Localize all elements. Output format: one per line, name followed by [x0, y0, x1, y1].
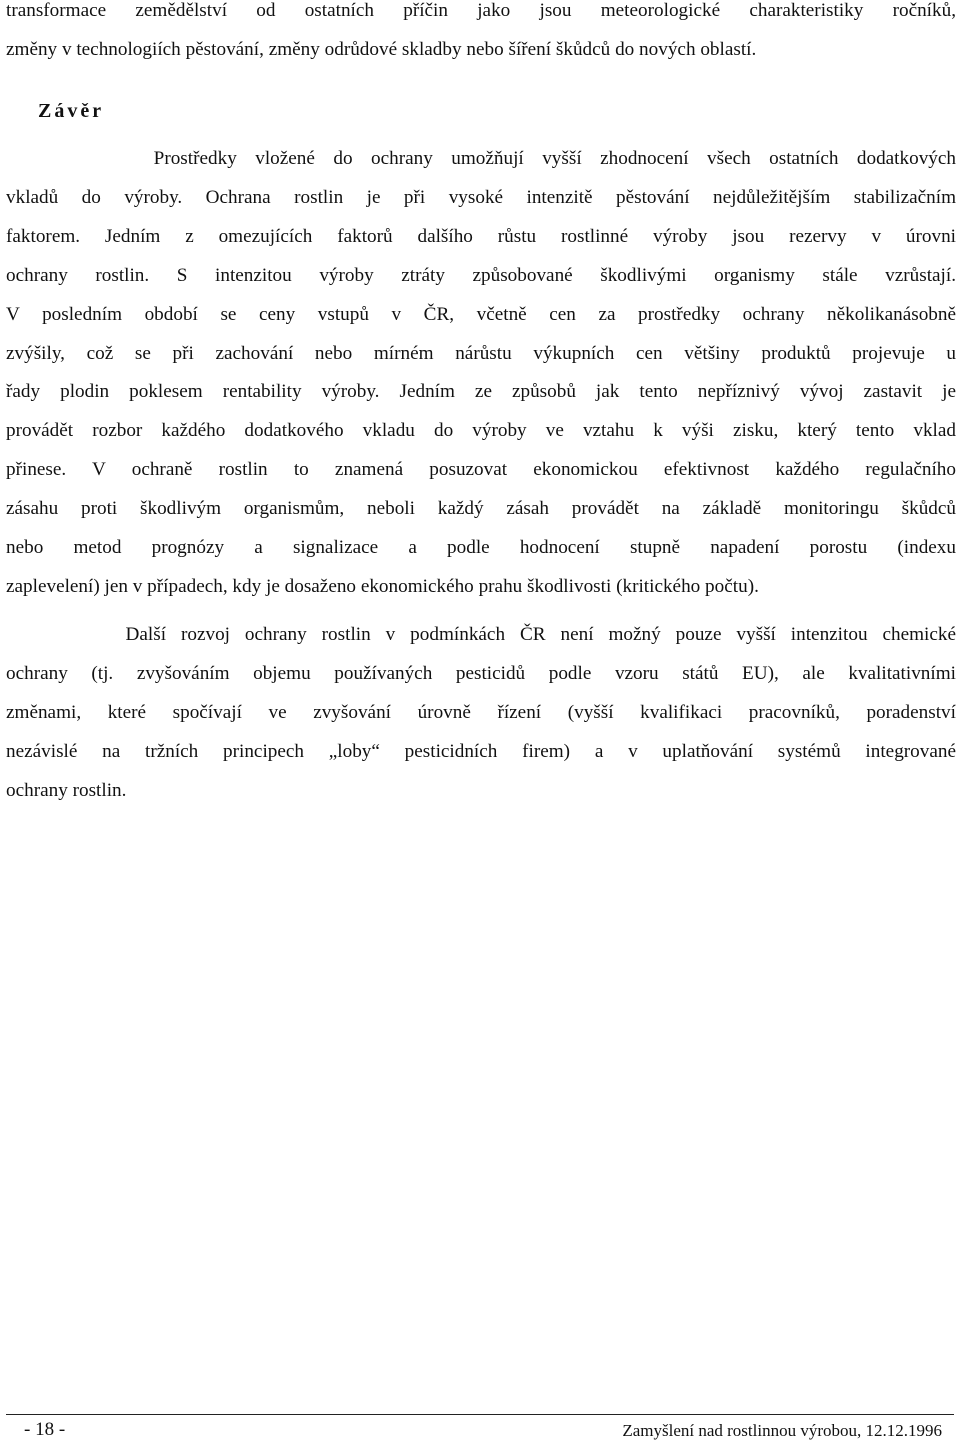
text-line: transformace zemědělství od ostatních příčin jako jsou meteorologické charakteristiky ročníků,: [6, 0, 956, 21]
text-line: přinese. V ochraně rostlin to znamená posuzovat ekonomickou efektivnost každého regulačního: [6, 459, 956, 481]
intro-paragraph: [6, 0, 956, 70]
text-line: ochrany rostlin.: [6, 779, 127, 801]
text-line: zvýšily, což se při zachování nebo mírném nárůstu výkupních cen většiny produktů projevuje u: [6, 342, 956, 364]
text-line: změny v technologiích pěstování, změny odrůdové skladby nebo šíření škůdců do nových oblastí.: [6, 38, 757, 60]
text-line: nebo metod prognózy a signalizace a podle hodnocení stupně napadení porostu (indexu: [6, 537, 956, 559]
text-line: V posledním období se ceny vstupů v ČR, včetně cen za prostředky ochrany několikanásobně: [6, 303, 956, 325]
text-line: Další rozvoj ochrany rostlin v podmínkách ČR není možný pouze vyšší intenzitou chemické: [6, 624, 956, 645]
section-heading: Závěr: [38, 100, 105, 122]
text-line: vkladů do výroby. Ochrana rostlin je při vysoké intenzitě pěstování nejdůležitějším stabilizačním: [6, 186, 956, 208]
text-line: zásahu proti škodlivým organismům, neboli každý zásah provádět na základě monitoringu škůdců: [6, 498, 956, 520]
conclusion-paragraph-1: [6, 140, 956, 607]
text-line: provádět rozbor každého dodatkového vkladu do výroby ve vztahu k výši zisku, který tento vklad: [6, 420, 956, 442]
text-line: zaplevelení) jen v případech, kdy je dosaženo ekonomického prahu škodlivosti (kritického počtu).: [6, 575, 759, 597]
page-footer: [6, 1414, 954, 1440]
text-line: ochrany rostlin. S intenzitou výroby ztráty způsobované škodlivými organismy stále vzrůstají.: [6, 264, 956, 286]
text-line: faktorem. Jedním z omezujících faktorů dalšího růstu rostlinné výroby jsou rezervy v úrovni: [6, 225, 956, 247]
text-line: ochrany (tj. zvyšováním objemu používaných pesticidů podle vzoru států EU), ale kvalitativními: [6, 662, 956, 684]
text-line: nezávislé na tržních principech „loby“ pesticidních firem) a v uplatňování systémů integrované: [6, 740, 956, 762]
conclusion-paragraph-2: [6, 616, 956, 811]
text-line: Prostředky vložené do ochrany umožňují vyšší zhodnocení všech ostatních dodatkových: [6, 148, 956, 169]
text-line: řady plodin poklesem rentability výroby. Jedním ze způsobů jak tento nepříznivý vývoj zastavit je: [6, 381, 956, 403]
text-line: změnami, které spočívají ve zvyšování úrovně řízení (vyšší kvalifikaci pracovníků, poradenství: [6, 701, 956, 723]
publication-title: Zamyšlení nad rostlinnou výrobou, 12.12.1996: [622, 1421, 942, 1440]
page-number: - 18 -: [24, 1419, 66, 1440]
